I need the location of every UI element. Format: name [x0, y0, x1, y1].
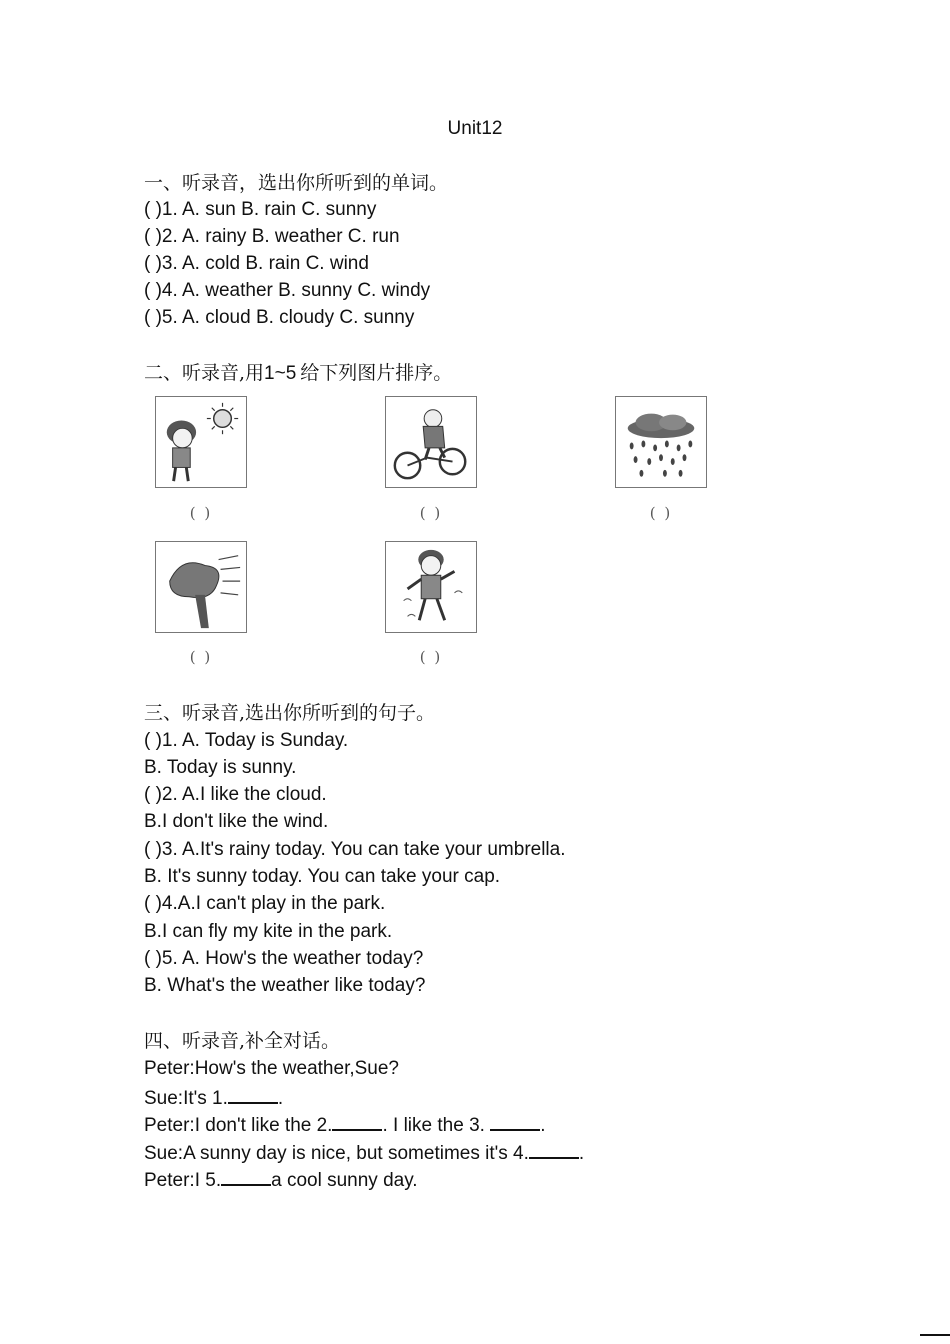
answer-paren: ( ) [189, 648, 213, 666]
section4-heading: 四、听录音,补全对话。 [144, 1030, 341, 1052]
picture-frame [385, 396, 477, 488]
dialogue-line: Sue:It's 1. . [144, 1084, 283, 1111]
list-item: ( )2. A. rainy B. weather C. run [144, 226, 400, 247]
list-item: ( )2. A.I like the cloud. [144, 784, 327, 805]
answer-blank[interactable] [490, 1111, 540, 1131]
rain-cloud-icon [616, 397, 706, 487]
picture-frame [615, 396, 707, 488]
dialogue-line: Peter:I don't like the 2. . I like the 3. . [144, 1111, 545, 1138]
list-item: ( )5. A. How's the weather today? [144, 948, 424, 969]
answer-blank[interactable] [221, 1166, 271, 1186]
dialogue-line: Peter:How's the weather,Sue? [144, 1058, 399, 1079]
section3-heading: 三、听录音,选出你所听到的句子。 [144, 702, 436, 724]
list-item: B. It's sunny today. You can take your cap. [144, 866, 501, 887]
answer-paren: ( ) [189, 504, 213, 522]
list-item: ( )4.A.I can't play in the park. [144, 893, 386, 914]
dialogue-line: Sue:A sunny day is nice, but sometimes it's 4. . [144, 1139, 584, 1166]
answer-blank[interactable] [529, 1139, 579, 1159]
list-item: B. Today is sunny. [144, 757, 297, 778]
dialogue-line: Peter:I 5. a cool sunny day. [144, 1166, 418, 1193]
list-item: B.I can fly my kite in the park. [144, 921, 393, 942]
picture-frame [155, 396, 247, 488]
answer-blank[interactable] [228, 1084, 278, 1104]
page-title: Unit12 [447, 118, 503, 139]
list-item: B.I don't like the wind. [144, 811, 329, 832]
answer-paren: ( ) [419, 504, 443, 522]
list-item: ( )3. A. cold B. rain C. wind [144, 253, 369, 274]
list-item: ( )1. A. Today is Sunday. [144, 730, 349, 751]
answer-paren: ( ) [649, 504, 673, 522]
section1-heading: 一、听录音，选出你所听到的单词。 [144, 172, 449, 194]
list-item: B. What's the weather like today? [144, 975, 426, 996]
picture-frame [155, 541, 247, 633]
list-item: ( )3. A.It's rainy today. You can take your umbrella. [144, 839, 566, 860]
list-item: ( )4. A. weather B. sunny C. windy [144, 280, 431, 301]
page-corner-line [920, 1334, 950, 1336]
list-item: ( )1. A. sun B. rain C. sunny [144, 199, 377, 220]
windy-tree-icon [156, 542, 246, 632]
bike-rider-icon [386, 397, 476, 487]
answer-paren: ( ) [419, 648, 443, 666]
cold-boy-icon [386, 542, 476, 632]
sunny-boy-icon [156, 397, 246, 487]
picture-frame [385, 541, 477, 633]
answer-blank[interactable] [332, 1111, 382, 1131]
list-item: ( )5. A. cloud B. cloudy C. sunny [144, 307, 415, 328]
section2-heading: 二、听录音,用1~5 给下列图片排序。 [144, 362, 453, 384]
